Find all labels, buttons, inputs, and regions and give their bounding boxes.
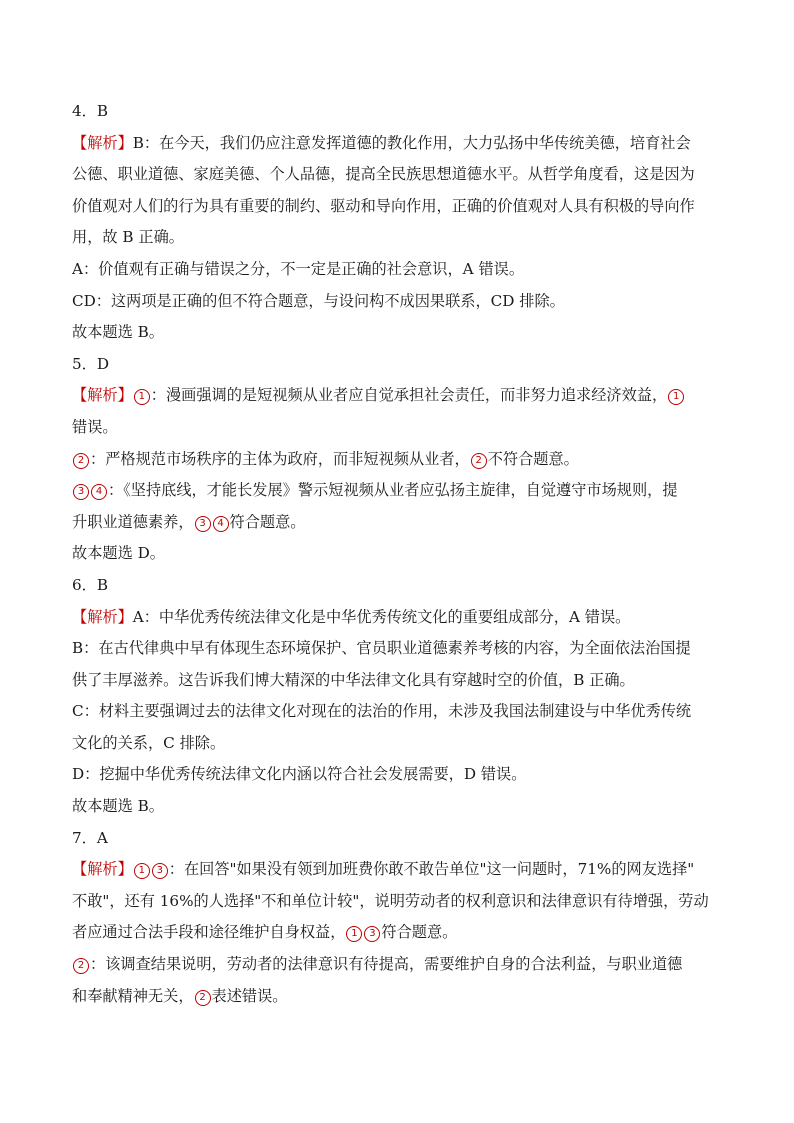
explanation-line bbox=[72, 665, 724, 697]
question-number: 6．B bbox=[72, 575, 109, 594]
explanation-line bbox=[72, 854, 724, 886]
circled-number-marker: 1 bbox=[346, 926, 362, 942]
explanation-line bbox=[72, 633, 724, 665]
explanation-text: 价值观对人们的行为具有重要的制约、驱动和导向作用，正确的价值观对人具有积极的导向作 bbox=[72, 196, 695, 215]
explanation-text: A：中华优秀传统法律文化是中华优秀传统文化的重要组成部分，A 错误。 bbox=[132, 607, 631, 626]
explanation-text: 故本题选 D。 bbox=[72, 544, 165, 563]
explanation-text: 符合题意。 bbox=[381, 923, 458, 942]
circled-number-marker: 3 bbox=[152, 863, 168, 879]
circled-number-marker: 4 bbox=[91, 484, 107, 500]
circled-number-marker: 1 bbox=[134, 863, 150, 879]
explanation-line bbox=[72, 791, 724, 823]
question-block bbox=[72, 570, 724, 823]
explanation-text: 公德、职业道德、家庭美德、个人品德，提高全民族思想道德水平。从哲学角度看，这是因为 bbox=[72, 165, 695, 184]
explanation-line bbox=[72, 128, 724, 160]
explanation-line bbox=[72, 412, 724, 444]
explanation-text: B：在古代律典中早有体现生态环境保护、官员职业道德素养考核的内容，为全面依法治国提 bbox=[72, 639, 691, 658]
explanation-text: 错误。 bbox=[72, 417, 118, 436]
explanation-text: ：该调查结果说明，劳动者的法律意识有待提高，需要维护自身的合法利益，与职业道德 bbox=[90, 955, 683, 974]
analysis-label: 【解析】 bbox=[72, 133, 133, 152]
explanation-text: D：挖掘中华优秀传统法律文化内涵以符合社会发展需要，D 错误。 bbox=[72, 765, 527, 784]
circled-number-marker: 3 bbox=[195, 516, 211, 532]
analysis-label: 【解析】 bbox=[72, 860, 133, 879]
explanation-line bbox=[72, 759, 724, 791]
question-block bbox=[72, 349, 724, 570]
explanation-text: 不符合题意。 bbox=[487, 449, 579, 468]
explanation-text: 故本题选 B。 bbox=[72, 323, 164, 342]
explanation-text: 用，故 B 正确。 bbox=[72, 228, 184, 247]
circled-number-marker: 1 bbox=[668, 389, 684, 405]
explanation-line bbox=[72, 507, 724, 539]
explanation-text: 升职业道德素养， bbox=[72, 512, 194, 531]
question-number: 4．B bbox=[72, 102, 109, 120]
explanation-line bbox=[72, 538, 724, 570]
circled-number-marker: 1 bbox=[134, 389, 150, 405]
explanation-text: 和奉献精神无关， bbox=[72, 986, 194, 1005]
explanation-text: 者应通过合法手段和途径维护自身权益， bbox=[72, 923, 346, 942]
circled-number-marker: 2 bbox=[73, 958, 89, 974]
explanation-line bbox=[72, 475, 724, 507]
question-block bbox=[72, 96, 724, 349]
circled-number-marker: 2 bbox=[73, 453, 89, 469]
explanation-line bbox=[72, 917, 724, 949]
explanation-text: 供了丰厚滋养。这告诉我们博大精深的中华法律文化具有穿越时空的价值，B 正确。 bbox=[72, 670, 635, 689]
circled-number-marker: 4 bbox=[213, 516, 229, 532]
explanation-line bbox=[72, 728, 724, 760]
circled-number-marker: 2 bbox=[471, 453, 487, 469]
analysis-label: 【解析】 bbox=[72, 607, 133, 626]
explanation-text: 故本题选 B。 bbox=[72, 797, 164, 816]
explanation-text: ：在回答"如果没有领到加班费你敢不敢告单位"这一问题时，71%的网友选择" bbox=[168, 860, 695, 879]
explanation-line bbox=[72, 444, 724, 476]
circled-number-marker: 3 bbox=[364, 926, 380, 942]
document-page bbox=[72, 96, 724, 1012]
question-block bbox=[72, 823, 724, 1013]
explanation-line bbox=[72, 222, 724, 254]
explanation-text: ：《坚持底线，才能长发展》警示短视频从业者应弘扬主旋律，自觉遵守市场规则，提 bbox=[108, 481, 678, 500]
explanation-line bbox=[72, 254, 724, 286]
explanation-text: ：严格规范市场秩序的主体为政府，而非短视频从业者， bbox=[90, 449, 470, 468]
analysis-label: 【解析】 bbox=[72, 386, 133, 405]
explanation-text: CD：这两项是正确的但不符合题意，与设问构不成因果联系，CD 排除。 bbox=[72, 291, 565, 310]
circled-number-marker: 2 bbox=[195, 990, 211, 1006]
circled-number-marker: 3 bbox=[73, 484, 89, 500]
explanation-line bbox=[72, 317, 724, 349]
explanation-text: 表述错误。 bbox=[211, 986, 288, 1005]
explanation-text: A：价值观有正确与错误之分，不一定是正确的社会意识，A 错误。 bbox=[72, 259, 525, 278]
explanation-text: C：材料主要强调过去的法律文化对现在的法治的作用，未涉及我国法制建设与中华优秀传统 bbox=[72, 702, 692, 721]
question-number: 7．A bbox=[72, 828, 108, 847]
explanation-text: 不敢"，还有 16%的人选择"不和单位计较"，说明劳动者的权利意识和法律意识有待增强，劳动 bbox=[72, 891, 709, 910]
explanation-line bbox=[72, 159, 724, 191]
explanation-line bbox=[72, 602, 724, 634]
explanation-line bbox=[72, 380, 724, 412]
explanation-line bbox=[72, 886, 724, 918]
explanation-line bbox=[72, 981, 724, 1013]
explanation-text: 文化的关系，C 排除。 bbox=[72, 733, 226, 752]
explanation-text: B：在今天，我们仍应注意发挥道德的教化作用，大力弘扬中华传统美德，培育社会 bbox=[132, 133, 691, 152]
explanation-line bbox=[72, 286, 724, 318]
explanation-line bbox=[72, 949, 724, 981]
explanation-text: 符合题意。 bbox=[229, 512, 306, 531]
explanation-text: ：漫画强调的是短视频从业者应自觉承担社会责任，而非努力追求经济效益， bbox=[150, 386, 668, 405]
question-number: 5．D bbox=[72, 354, 110, 373]
explanation-line bbox=[72, 191, 724, 223]
explanation-line bbox=[72, 696, 724, 728]
